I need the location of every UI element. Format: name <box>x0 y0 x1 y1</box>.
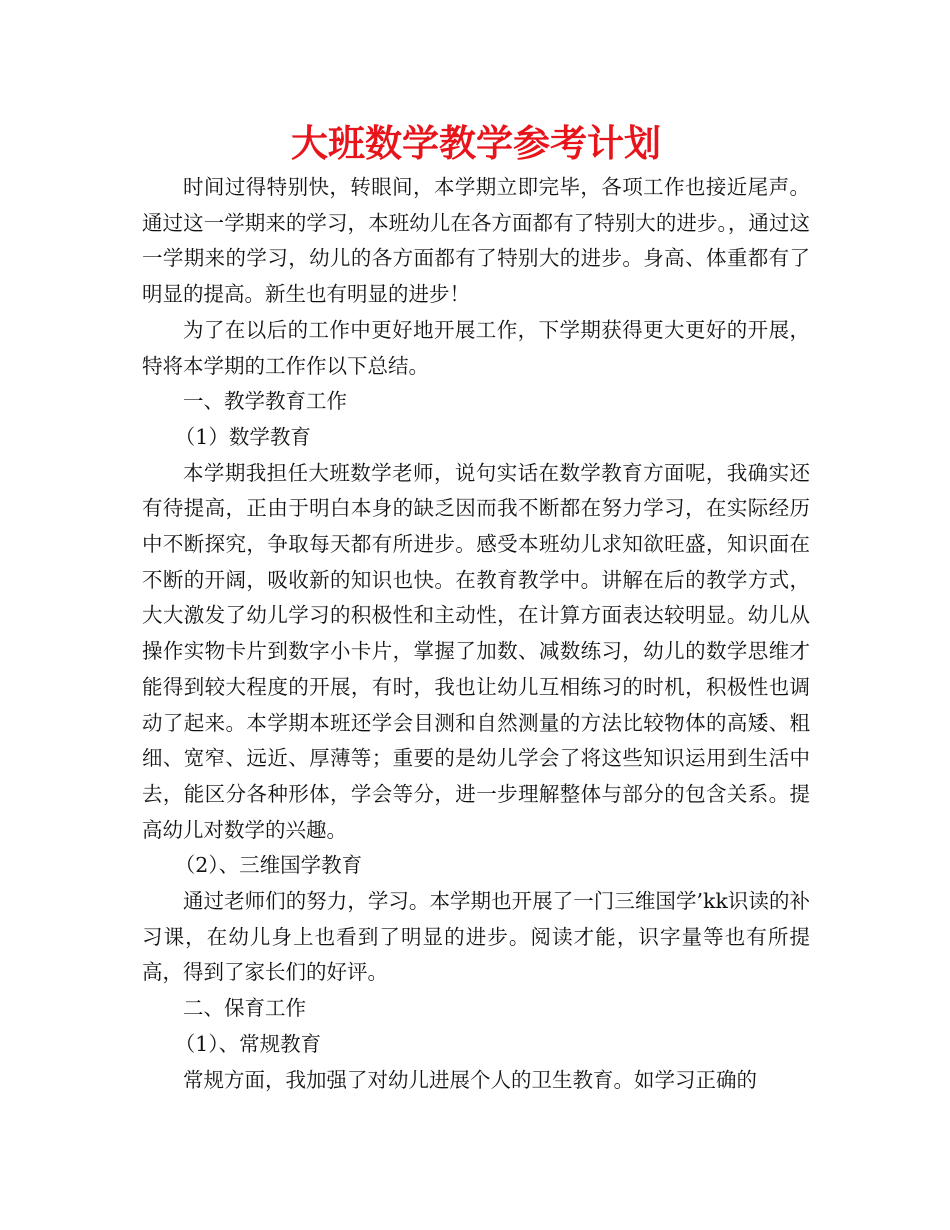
section-heading-teaching: 一、教学教育工作 <box>183 389 347 414</box>
guoxue-paragraph: 通过老师们的努力，学习。本学期也开展了一门三维国学’kk识读的补习课，在幼儿身上也看到了明显的进步。阅读才能，识字量等也有所提高，得到了家长们的好评。 <box>142 889 810 985</box>
section-heading-care: 二、保育工作 <box>183 996 306 1021</box>
subsection-heading-guoxue: （2）、三维国学教育 <box>174 853 363 878</box>
intro-paragraph: 时间过得特别快，转眼间，本学期立即完毕，各项工作也接近尾声。通过这一学期来的学习，本班幼儿在各方面都有了特别大的进步。，通过这一学期来的学习，幼儿的各方面都有了特别大的进步。身高、体重都有了明显的提高。新生也有明显的进步！ <box>142 175 810 307</box>
routine-paragraph: 常规方面，我加强了对幼儿进展个人的卫生教育。如学习正确的 <box>183 1067 757 1092</box>
subsection-heading-math: （1）数学教育 <box>174 424 311 449</box>
subsection-heading-routine: （1）、常规教育 <box>174 1031 322 1056</box>
purpose-paragraph: 为了在以后的工作中更好地开展工作，下学期获得更大更好的开展，特将本学期的工作作以下总结。 <box>142 317 810 378</box>
document-title: 大班数学教学参考计划 <box>291 122 661 165</box>
math-education-paragraph: 本学期我担任大班数学老师，说句实话在数学教育方面呢，我确实还有待提高，正由于明白本身的缺乏因而我不断都在努力学习，在实际经历中不断探究，争取每天都有所进步。感受本班幼儿求知欲旺盛，知识面在不断的开阔，吸收新的知识也快。在教育教学中。讲解在后的教学方式，大大激发了幼儿学习的积极性和主动性，在计算方面表达较明显。幼儿从操作实物卡片到数字小卡片，掌握了加数、减数练习，幼儿的数学思维才能得到较大程度的开展，有时，我也让幼儿互相练习的时机，积极性也调动了起来。本学期本班还学会目测和自然测量的方法比较物体的高矮、粗细、宽窄、远近、厚薄等；重要的是幼儿学会了将这些知识运用到生活中去，能区分各种形体，学会等分，进一步理解整体与部分的包含关系。提高幼儿对数学的兴趣。 <box>142 460 810 842</box>
